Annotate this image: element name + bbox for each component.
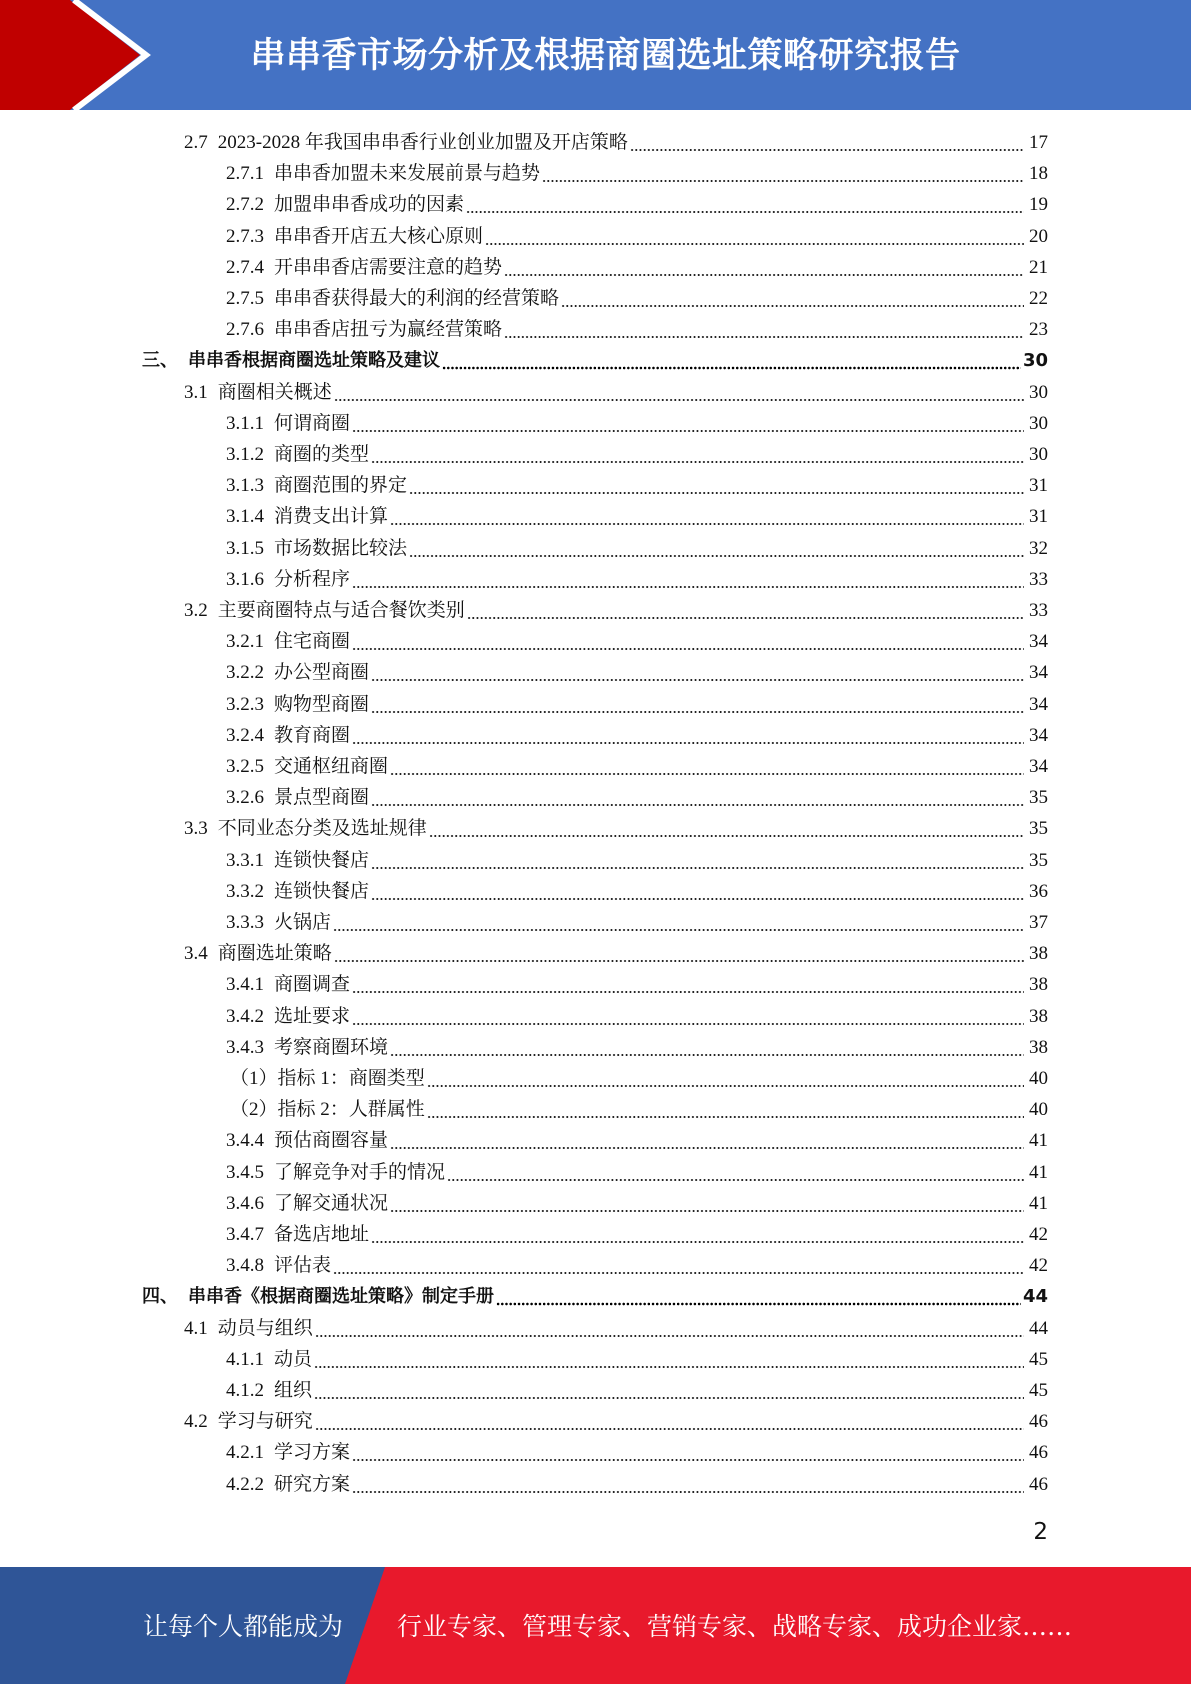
toc-entry-title: 购物型商圈 (274, 693, 370, 715)
toc-entry-title: 教育商圈 (274, 724, 351, 746)
toc-entry[interactable] (226, 1032, 1048, 1063)
toc-entry[interactable] (226, 501, 1048, 532)
toc-entry-page: 46 (1029, 1411, 1048, 1433)
toc-entry-page: 41 (1029, 1161, 1048, 1183)
toc-entry-title: 何谓商圈 (274, 412, 351, 434)
toc-dot-leader (315, 1313, 1024, 1344)
toc-entry[interactable] (226, 439, 1048, 470)
toc-entry-number: （1） (230, 1068, 278, 1089)
toc-entry-number: 3.3.1 (226, 849, 264, 871)
toc-dot-leader (467, 595, 1024, 626)
toc-dot-leader (504, 252, 1024, 283)
toc-entry[interactable] (226, 408, 1048, 439)
page-footer (0, 1567, 1191, 1684)
toc-entry[interactable] (226, 969, 1048, 1000)
toc-entry-page: 38 (1029, 1005, 1048, 1027)
toc-entry-page: 38 (1029, 943, 1048, 965)
toc-dot-leader (352, 1469, 1024, 1500)
footer-slogan-right: 行业专家、管理专家、营销专家、战略专家、成功企业家…… (397, 1612, 1073, 1641)
toc-entry-title: 连锁快餐店 (274, 849, 370, 871)
toc-entry-page: 34 (1029, 631, 1048, 653)
toc-entry[interactable] (226, 845, 1048, 876)
toc-entry-page: 37 (1029, 912, 1048, 933)
toc-dot-leader (371, 876, 1024, 907)
toc-entry-title: 串串香店扭亏为赢经营策略 (274, 319, 503, 341)
toc-entry[interactable] (226, 626, 1048, 657)
toc-entry[interactable] (226, 657, 1048, 688)
toc-entry-page: 41 (1029, 1192, 1048, 1214)
toc-entry-number: 4.1.2 (226, 1380, 264, 1401)
toc-entry-page: 19 (1029, 194, 1048, 216)
toc-entry-number: 3.4.3 (226, 1036, 264, 1058)
toc-entry[interactable] (226, 470, 1048, 501)
toc-dot-leader (390, 1188, 1024, 1219)
toc-entry-title: 考察商圈环境 (274, 1036, 389, 1058)
toc-dot-leader (333, 1250, 1024, 1281)
toc-entry-page: 42 (1029, 1224, 1048, 1245)
toc-entry-number: 3.4.1 (226, 974, 264, 996)
toc-entry-page: 36 (1029, 880, 1048, 902)
toc-entry-number: 3.4.5 (226, 1161, 264, 1183)
toc-dot-leader (334, 938, 1024, 969)
toc-entry-page: 17 (1029, 132, 1048, 153)
toc-entry-title: 景点型商圈 (274, 787, 370, 809)
toc-dot-leader (409, 470, 1024, 501)
toc-entry-number: 3.1.4 (226, 506, 264, 528)
toc-entry-number: 3.1.3 (226, 475, 264, 497)
document-title: 串串香市场分析及根据商圈选址策略研究报告 (250, 36, 961, 76)
toc-dot-leader (390, 1125, 1024, 1156)
toc-entry-page: 40 (1029, 1068, 1048, 1089)
toc-dot-leader (333, 907, 1024, 938)
toc-entry[interactable] (230, 1063, 1048, 1094)
toc-entry-title: 消费支出计算 (274, 506, 389, 528)
toc-entry-number: 3.2.4 (226, 724, 264, 746)
toc-entry[interactable] (142, 1281, 1048, 1312)
toc-entry-title: 商圈相关概述 (217, 381, 332, 403)
toc-entry-number: 3.2.6 (226, 787, 264, 809)
toc-entry-page: 18 (1029, 163, 1048, 185)
toc-entry-number: 4.2 (184, 1411, 208, 1433)
toc-entry-number: 三、 (142, 350, 178, 372)
toc-entry-number: 3.4.6 (226, 1192, 264, 1214)
toc-entry[interactable] (226, 751, 1048, 782)
toc-entry[interactable] (226, 1375, 1048, 1406)
toc-entry[interactable] (226, 876, 1048, 907)
toc-entry-page: 30 (1029, 412, 1048, 434)
toc-dot-leader (447, 1157, 1024, 1188)
toc-entry-title: 指标 2：人群属性 (277, 1099, 425, 1121)
toc-entry-title: 不同业态分类及选址规律 (217, 818, 427, 840)
toc-entry-page: 46 (1029, 1473, 1048, 1495)
toc-entry[interactable] (184, 127, 1048, 158)
toc-entry[interactable] (226, 782, 1048, 813)
toc-entry-page: 35 (1029, 787, 1048, 809)
toc-dot-leader (442, 345, 1021, 376)
toc-entry-number: （2） (230, 1099, 278, 1121)
toc-entry-title: 办公型商圈 (274, 662, 370, 684)
toc-entry-number: 3.4.4 (226, 1130, 264, 1152)
toc-entry-title: 商圈调查 (274, 974, 351, 996)
toc-entry-page: 22 (1029, 288, 1048, 309)
toc-dot-leader (630, 127, 1024, 158)
toc-entry-title: 串串香开店五大核心原则 (274, 225, 484, 247)
toc-entry[interactable] (184, 813, 1048, 844)
toc-dot-leader (542, 158, 1024, 189)
toc-entry-number: 3.3.2 (226, 880, 264, 902)
toc-dot-leader (427, 1063, 1024, 1094)
toc-entry-page: 35 (1029, 818, 1048, 840)
toc-entry[interactable] (226, 314, 1048, 345)
toc-entry-title: 主要商圈特点与适合餐饮类别 (217, 600, 465, 621)
toc-dot-leader (352, 564, 1024, 595)
toc-entry-number: 3.2 (184, 600, 208, 621)
toc-entry-number: 2.7.6 (226, 319, 264, 341)
toc-entry-number: 3.2.3 (226, 693, 264, 715)
toc-entry-title: 火锅店 (274, 912, 332, 933)
toc-dot-leader (371, 657, 1024, 688)
toc-dot-leader (371, 689, 1024, 720)
toc-dot-leader (352, 720, 1024, 751)
toc-dot-leader (390, 501, 1024, 532)
toc-entry-title: 选址要求 (274, 1005, 351, 1027)
toc-entry[interactable] (230, 1094, 1048, 1125)
toc-entry-number: 2.7 (184, 132, 208, 153)
toc-entry-title: 了解竞争对手的情况 (274, 1161, 446, 1183)
toc-dot-leader (390, 1032, 1024, 1063)
toc-entry-title: 开串串香店需要注意的趋势 (274, 256, 503, 278)
toc-entry-title: 交通枢纽商圈 (274, 756, 389, 777)
page-number: 2 (1033, 1519, 1048, 1545)
toc-entry-page: 23 (1029, 319, 1048, 341)
toc-entry-title: 动员 (274, 1348, 313, 1370)
toc-entry-number: 2.7.2 (226, 194, 264, 216)
toc-dot-leader (314, 1375, 1024, 1406)
page-header (0, 0, 1191, 110)
toc-entry-page: 32 (1029, 537, 1048, 559)
toc-entry[interactable] (226, 907, 1048, 938)
toc-entry[interactable] (184, 595, 1048, 626)
toc-entry-number: 3.4.8 (226, 1255, 264, 1277)
toc-entry-page: 30 (1029, 381, 1048, 403)
toc-entry-number: 3.3.3 (226, 912, 264, 933)
toc-entry[interactable] (226, 1157, 1048, 1188)
toc-entry[interactable] (226, 1344, 1048, 1375)
toc-entry-page: 38 (1029, 974, 1048, 996)
toc-entry-page: 38 (1029, 1036, 1048, 1058)
toc-entry-number: 4.2.1 (226, 1442, 264, 1464)
toc-entry-number: 3.4 (184, 943, 208, 965)
toc-dot-leader (315, 1406, 1024, 1437)
toc-entry-page: 41 (1029, 1130, 1048, 1152)
toc-entry[interactable] (226, 1188, 1048, 1219)
toc-entry-title: 动员与组织 (217, 1317, 313, 1339)
toc-entry-page: 34 (1029, 662, 1048, 684)
toc-entry-page: 44 (1022, 1286, 1048, 1308)
toc-entry[interactable] (184, 938, 1048, 969)
toc-entry-title: 商圈选址策略 (217, 943, 332, 965)
toc-dot-leader (427, 1094, 1024, 1125)
toc-entry-number: 4.1.1 (226, 1348, 264, 1370)
toc-entry-number: 2.7.4 (226, 256, 264, 278)
toc-entry-page: 34 (1029, 724, 1048, 746)
toc-entry-page: 30 (1029, 444, 1048, 465)
toc-entry-title: 研究方案 (274, 1473, 351, 1495)
toc-entry-number: 3.1.5 (226, 537, 264, 559)
toc-dot-leader (371, 439, 1024, 470)
toc-entry-page: 21 (1029, 256, 1048, 278)
toc-entry-page: 46 (1029, 1442, 1048, 1464)
toc-entry-page: 34 (1029, 693, 1048, 715)
toc-dot-leader (485, 221, 1024, 252)
toc-entry-number: 四、 (142, 1286, 178, 1308)
toc-dot-leader (314, 1344, 1024, 1375)
toc-entry-title: 串串香加盟未来发展前景与趋势 (274, 163, 541, 185)
toc-entry-number: 3.2.5 (226, 756, 264, 777)
toc-entry-page: 45 (1029, 1380, 1048, 1401)
toc-entry[interactable] (226, 1469, 1048, 1500)
toc-entry-title: 学习与研究 (217, 1411, 313, 1433)
toc-entry-page: 20 (1029, 225, 1048, 247)
toc-entry-number: 2.7.5 (226, 288, 264, 309)
toc-entry-number: 3.2.1 (226, 631, 264, 653)
toc-entry-title: 评估表 (274, 1255, 332, 1277)
toc-entry-number: 3.1.6 (226, 568, 264, 590)
toc-dot-leader (561, 283, 1024, 314)
toc-dot-leader (504, 314, 1024, 345)
toc-entry-title: 串串香根据商圈选址策略及建议 (188, 350, 440, 372)
toc-entry[interactable] (184, 1406, 1048, 1437)
toc-dot-leader (352, 626, 1024, 657)
toc-dot-leader (334, 377, 1024, 408)
toc-entry-title: 加盟串串香成功的因素 (274, 194, 465, 216)
toc-entry-page: 34 (1029, 756, 1048, 777)
toc-entry[interactable] (184, 377, 1048, 408)
toc-entry-number: 2.7.3 (226, 225, 264, 247)
toc-entry-title: 分析程序 (274, 568, 351, 590)
toc-dot-leader (496, 1281, 1021, 1312)
toc-entry-title: 备选店地址 (274, 1224, 370, 1245)
toc-dot-leader (352, 1437, 1024, 1468)
toc-dot-leader (429, 813, 1024, 844)
toc-entry-number: 4.2.2 (226, 1473, 264, 1495)
toc-entry-number: 2.7.1 (226, 163, 264, 185)
toc-entry-title: 了解交通状况 (274, 1192, 389, 1214)
toc-dot-leader (409, 533, 1024, 564)
toc-entry[interactable] (226, 689, 1048, 720)
toc-entry-title: 串串香获得最大的利润的经营策略 (274, 288, 560, 309)
toc-entry-page: 40 (1029, 1099, 1048, 1121)
toc-entry-number: 3.4.7 (226, 1224, 264, 1245)
toc-dot-leader (352, 1001, 1024, 1032)
toc-entry-title: 2023-2028 年我国串串香行业创业加盟及开店策略 (217, 132, 628, 153)
toc-entry-page: 42 (1029, 1255, 1048, 1277)
toc-entry-title: 商圈范围的界定 (274, 475, 408, 497)
toc-entry-title: 学习方案 (274, 1442, 351, 1464)
toc-entry-page: 31 (1029, 475, 1048, 497)
toc-entry[interactable] (226, 1125, 1048, 1156)
toc-entry-page: 30 (1022, 350, 1048, 372)
toc-entry[interactable] (142, 345, 1048, 376)
toc-entry[interactable] (226, 283, 1048, 314)
toc-entry-number: 3.1.1 (226, 412, 264, 434)
toc-entry[interactable] (226, 1437, 1048, 1468)
toc-entry-number: 4.1 (184, 1317, 208, 1339)
toc-entry[interactable] (226, 252, 1048, 283)
toc-entry-title: 市场数据比较法 (274, 537, 408, 559)
footer-slogan-left: 让每个人都能成为 (143, 1612, 344, 1641)
toc-dot-leader (371, 845, 1024, 876)
toc-entry-title: 指标 1：商圈类型 (277, 1068, 425, 1089)
toc-entry-page: 35 (1029, 849, 1048, 871)
toc-entry-title: 连锁快餐店 (274, 880, 370, 902)
toc-dot-leader (371, 1219, 1024, 1250)
toc-entry-title: 预估商圈容量 (274, 1130, 389, 1152)
toc-entry[interactable] (226, 1250, 1048, 1281)
toc-entry-number: 3.4.2 (226, 1005, 264, 1027)
toc-dot-leader (371, 782, 1024, 813)
toc-entry-title: 组织 (274, 1380, 313, 1401)
toc-dot-leader (352, 969, 1024, 1000)
toc-entry-number: 3.3 (184, 818, 208, 840)
toc-entry-page: 45 (1029, 1348, 1048, 1370)
toc-entry[interactable] (226, 720, 1048, 751)
toc-entry[interactable] (226, 564, 1048, 595)
toc-entry[interactable] (226, 189, 1048, 220)
toc-entry-page: 44 (1029, 1317, 1048, 1339)
toc-entry-title: 商圈的类型 (274, 444, 370, 465)
toc-entry[interactable] (226, 158, 1048, 189)
toc-entry-title: 串串香《根据商圈选址策略》制定手册 (188, 1286, 494, 1308)
toc-entry[interactable] (226, 1219, 1048, 1250)
toc-entry-number: 3.2.2 (226, 662, 264, 684)
toc-entry-page: 31 (1029, 506, 1048, 528)
toc-entry-number: 3.1.2 (226, 444, 264, 465)
toc-entry[interactable] (226, 1001, 1048, 1032)
toc-dot-leader (352, 408, 1024, 439)
toc-entry-page: 33 (1029, 568, 1048, 590)
toc-entry-page: 33 (1029, 600, 1048, 621)
toc-dot-leader (466, 189, 1024, 220)
toc-entry[interactable] (226, 221, 1048, 252)
toc-entry[interactable] (226, 533, 1048, 564)
toc-entry-number: 3.1 (184, 381, 208, 403)
toc-entry-title: 住宅商圈 (274, 631, 351, 653)
toc-entry[interactable] (184, 1313, 1048, 1344)
toc-dot-leader (390, 751, 1024, 782)
